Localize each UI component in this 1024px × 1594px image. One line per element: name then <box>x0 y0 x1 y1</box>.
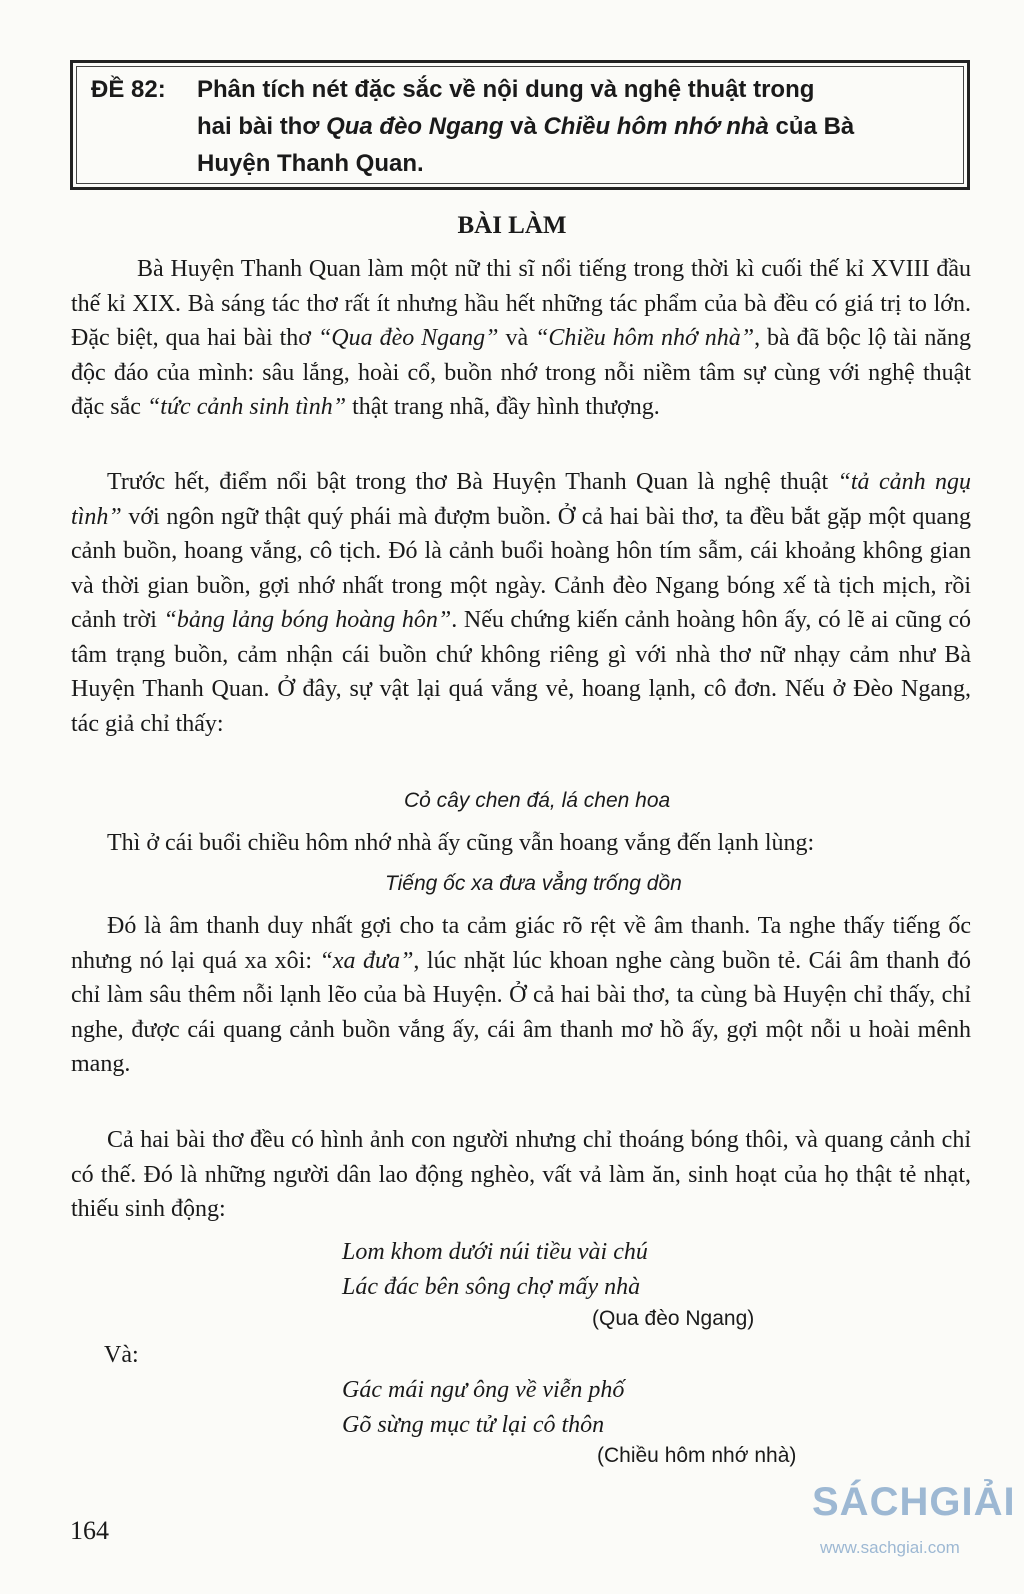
paragraph-sound: Đó là âm thanh duy nhất gợi cho ta cảm giác rõ rệt về âm thanh. Ta nghe thấy tiếng ốc nhưng nó lại quá xa xôi: “xa đưa”, lúc nhặt lúc khoan nghe càng buồn tẻ. Cái âm thanh đó chỉ làm sâu thêm nỗi lạnh lẽo của bà Huyện. Ở cả hai bài thơ, ta cùng bà Huyện chỉ thấy, chỉ nghe, được cái quang cảnh buồn vắng ấy, cái âm thanh mơ hồ ấy, gợi một nỗi u hoài mênh mang. <box>71 913 972 1077</box>
watermark-text: SÁCHGIẢI <box>812 1480 1016 1524</box>
verse-line: Gõ sừng mục tử lại cô thôn <box>342 1412 605 1438</box>
verse-source: (Chiều hôm nhớ nhà) <box>597 1444 797 1467</box>
watermark-logo <box>812 1470 1016 1570</box>
watermark-url: www.sachgiai.com <box>820 1538 960 1557</box>
quote-line: Tiếng ốc xa đưa vẳng trống dồn <box>385 872 682 895</box>
paragraph-scenery: Trước hết, điểm nổi bật trong thơ Bà Huyện Thanh Quan là nghệ thuật “tả cảnh ngụ tình” với ngôn ngữ thật quý phái mà đượm buồn. Ở cả hai bài thơ, ta đều bắt gặp một quang cảnh buồn, hoang vắng, cô tịch. Đó là cảnh buổi hoàng hôn tím sẫm, cái khoảng không gian và thời gian buồn, gợi nhớ nhất trong một ngày. Cảnh đèo Ngang bóng xế tà tịch mịch, rồi cảnh trời “bảng lảng bóng hoàng hôn”. Nếu chứng kiến cảnh hoàng hôn ấy, có lẽ ai cũng có tâm trạng buồn, cảm nhận cái buồn chứ không riêng gì với nhà thơ nữ nhạy cảm như Bà Huyện Thanh Quan. Ở đây, sự vật lại quá vắng vẻ, hoang lạnh, cô đơn. Nếu ở Đèo Ngang, tác giả chỉ thấy: <box>71 469 971 737</box>
verse-line: Gác mái ngư ông về viễn phố <box>342 1377 625 1403</box>
exercise-prompt: Phân tích nét đặc sắc về nội dung và nghệ thuật trong hai bài thơ Qua đèo Ngang và Chiều hôm nhớ nhà của Bà Huyện Thanh Quan. <box>197 76 855 177</box>
exercise-title-box <box>70 60 970 190</box>
paragraph-intro: Bà Huyện Thanh Quan làm một nữ thi sĩ nổi tiếng trong thời kì cuối thế kỉ XVIII đầu thế kỉ XIX. Bà sáng tác thơ rất ít nhưng hầu hết những tác phẩm của bà đều có giá trị to lớn. Đặc biệt, qua hai bài thơ “Qua đèo Ngang” và “Chiều hôm nhớ nhà”, bà đã bộc lộ tài năng độc đáo của mình: sâu lắng, hoài cổ, buồn nhớ trong nỗi niềm tâm sự cùng với nghệ thuật đặc sắc “tức cảnh sinh tình” thật trang nhã, đầy hình thượng. <box>71 256 972 420</box>
verse-block <box>342 1235 648 1305</box>
page-number: 164 <box>70 1516 109 1545</box>
paragraph-people: Cả hai bài thơ đều có hình ảnh con người nhưng chỉ thoáng bóng thôi, và quang cảnh chỉ có thế. Đó là những người dân lao động nghèo, vất vả làm ăn, sinh hoạt của họ thật tẻ nhạt, thiếu sinh động: <box>71 1127 971 1222</box>
verse-source: (Qua đèo Ngang) <box>592 1307 755 1330</box>
quote-line: Cỏ cây chen đá, lá chen hoa <box>404 789 671 812</box>
paragraph-transition: Thì ở cái buổi chiều hôm nhớ nhà ấy cũng vẫn hoang vắng đến lạnh lùng: <box>107 830 815 856</box>
verse-line: Lác đác bên sông chợ mấy nhà <box>342 1274 641 1300</box>
verse-block <box>342 1373 624 1443</box>
verse-line: Lom khom dưới núi tiều vài chú <box>342 1239 648 1265</box>
section-heading: BÀI LÀM <box>457 212 567 239</box>
connector-text: Và: <box>104 1342 139 1368</box>
exercise-number: ĐỀ 82: <box>91 76 166 103</box>
